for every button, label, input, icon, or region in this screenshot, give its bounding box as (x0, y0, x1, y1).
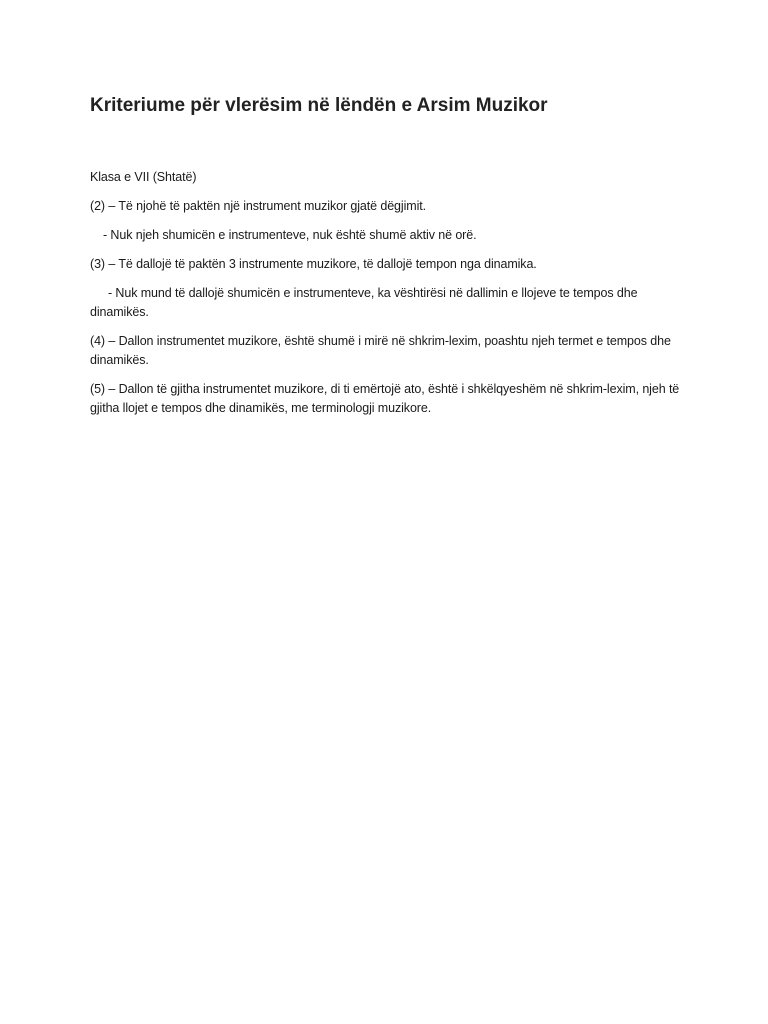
criterion-4: (4) – Dallon instrumentet muzikore, është shumë i mirë në shkrim-lexim, poashtu njeh termet e tempos dhe dinamikës. (90, 334, 671, 367)
class-label: Klasa e VII (Shtatë) (90, 170, 197, 184)
criterion-2: (2) – Të njohë të paktën një instrument muzikor gjatë dëgjimit. (90, 199, 427, 213)
criterion-3-note: - Nuk mund të dallojë shumicën e instrumenteve, ka vështirësi në dallimin e llojeve te tempos dhe dinamikës. (90, 286, 638, 319)
criterion-2-note: - Nuk njeh shumicën e instrumenteve, nuk është shumë aktiv në orë. (103, 228, 477, 242)
document-title: Kriteriume për vlerësim në lëndën e Arsim Muzikor (90, 95, 548, 116)
document-content (90, 94, 690, 428)
criterion-3: (3) – Të dallojë të paktën 3 instrumente muzikore, të dallojë tempon nga dinamika. (90, 257, 537, 271)
criterion-5: (5) – Dallon të gjitha instrumentet muzikore, di ti emërtojë ato, është i shkëlqyeshëm në shkrim-lexim, njeh të gjitha llojet e tempos dhe dinamikës, me terminologji muzikore. (90, 382, 680, 415)
